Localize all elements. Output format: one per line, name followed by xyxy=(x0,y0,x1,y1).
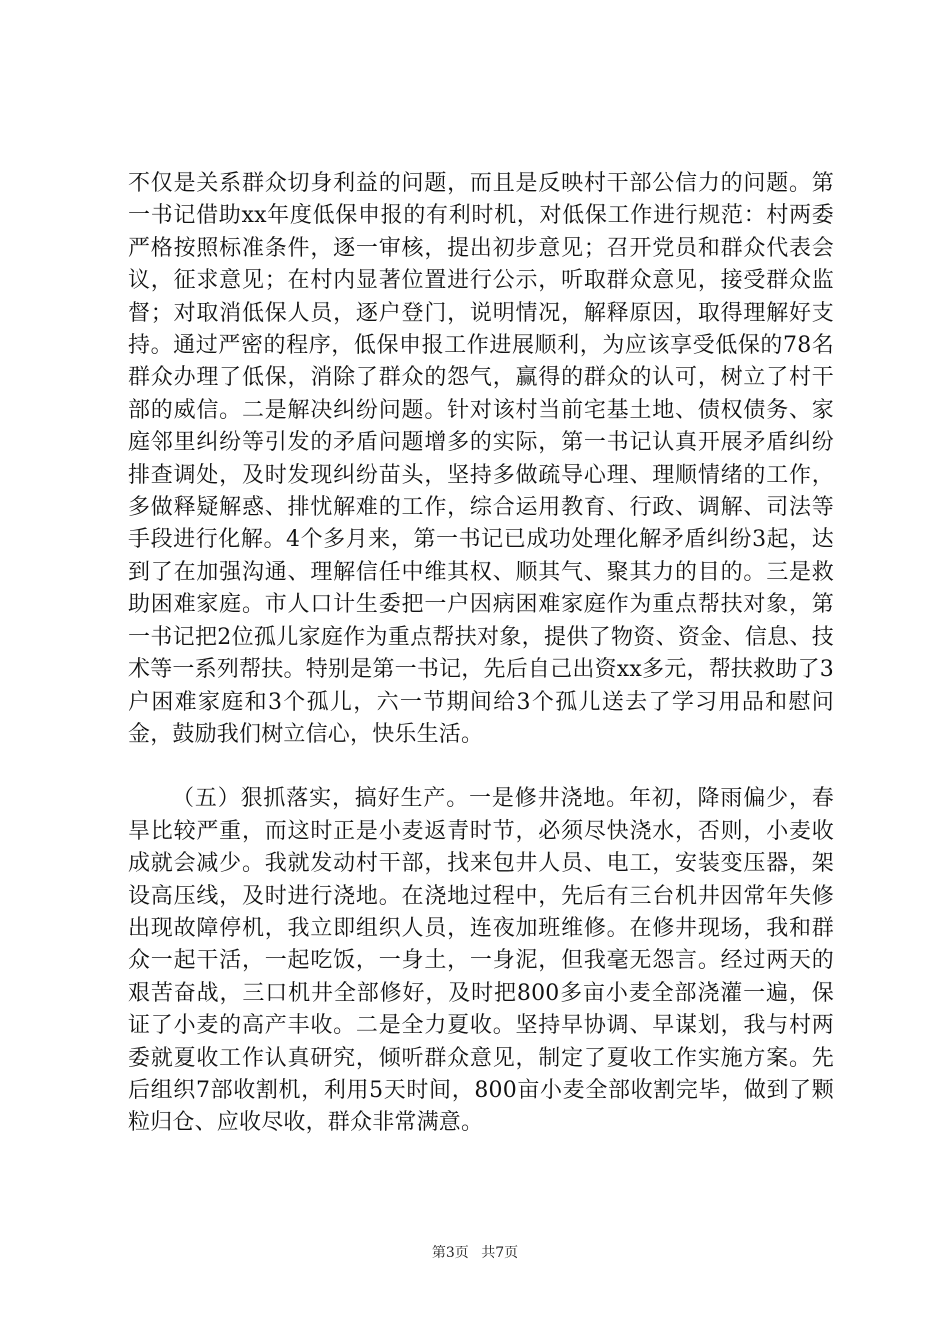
page-footer xyxy=(0,1244,950,1262)
document-body xyxy=(128,168,834,1140)
paragraph-low-income-and-disputes: 不仅是关系群众切身利益的问题，而且是反映村干部公信力的问题。第一书记借助xx年度低保申报的有利时机，对低保工作进行规范：村两委严格按照标准条件，逐一审核，提出初步意见；召开党员和群众代表会议，征求意见；在村内显著位置进行公示，听取群众意见，接受群众监督；对取消低保人员，逐户登门，说明情况，解释原因，取得理解好支持。通过严密的程序，低保申报工作进展顺利，为应该享受低保的78名群众办理了低保，消除了群众的怨气，赢得的群众的认可，树立了村干部的威信。二是解决纠纷问题。针对该村当前宅基土地、债权债务、家庭邻里纠纷等引发的矛盾问题增多的实际，第一书记认真开展矛盾纠纷排查调处，及时发现纠纷苗头，坚持多做疏导心理、理顺情绪的工作，多做释疑解惑、排忧解难的工作，综合运用教育、行政、调解、司法等手段进行化解。4个多月来，第一书记已成功处理化解矛盾纠纷3起，达到了在加强沟通、理解信任中维其权、顺其气、聚其力的目的。三是救助困难家庭。市人口计生委把一户因病困难家庭作为重点帮扶对象，第一书记把2位孤儿家庭作为重点帮扶对象，提供了物资、资金、信息、技术等一系列帮扶。特别是第一书记，先后自己出资xx多元，帮扶救助了3户困难家庭和3个孤儿，六一节期间给3个孤儿送去了学习用品和慰问金，鼓励我们树立信心，快乐生活。 xyxy=(128,171,834,747)
page-number: 第3页 xyxy=(431,1245,469,1261)
page-total: 共7页 xyxy=(481,1245,519,1261)
paragraph-production: （五）狠抓落实，搞好生产。一是修井浇地。年初，降雨偏少，春旱比较严重，而这时正是小麦返青时节，必须尽快浇水，否则，小麦收成就会减少。我就发动村干部，找来包井人员、电工，安装变压器，架设高压线，及时进行浇地。在浇地过程中，先后有三台机井因常年失修出现故障停机，我立即组织人员，连夜加班维修。在修井现场，我和群众一起干活，一起吃饭，一身土，一身泥，但我毫无怨言。经过两天的艰苦奋战，三口机井全部修好，及时把800多亩小麦全部浇灌一遍，保证了小麦的高产丰收。二是全力夏收。坚持早协调、早谋划，我与村两委就夏收工作认真研究，倾听群众意见，制定了夏收工作实施方案。先后组织7部收割机，利用5天时间，800亩小麦全部收割完毕，做到了颗粒归仓、应收尽收，群众非常满意。 xyxy=(128,786,834,1136)
